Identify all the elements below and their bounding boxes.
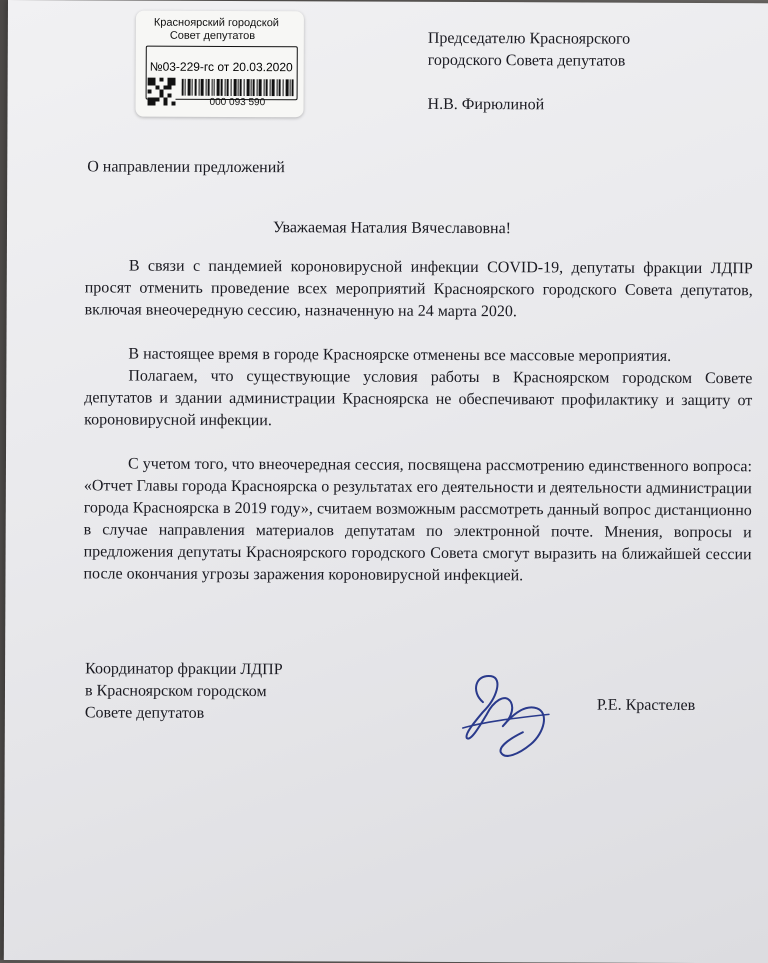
letter-body [83,255,752,588]
sticker-org-line1: Красноярский городской [153,16,280,30]
paragraph-covid-request: В связи с пандемией короновирусной инфекции COVID-19, депутаты фракции ЛДПР просят отменить проведение всех мероприятий Красноярского городского Совета депутатов, включая внеочередную сессию, назначенную на 24 марта 2020. [84,257,753,321]
paragraph-mass-events: В настоящее время в городе Красноярске отменены все массовые мероприятия. [128,345,672,365]
letter-subject: О направлении предложений [87,158,285,177]
signatory-title-line2: в Красноярском городском [84,682,267,701]
addressee-line2: городского Совета депутатов [427,51,626,70]
registration-number: №03-229-гс от 20.03.2020 [149,59,293,75]
signatory-title-line1: Координатор фракции ЛДПР [85,660,283,679]
sticker-org-line2: Совет депутатов [169,29,256,43]
salutation: Уважаемая Наталия Вячеславовна! [272,219,512,238]
paragraph-conditions: Полагаем, что существующие условия работы в Красноярском городском Совете депутатов и здании администрации Красноярска не обеспечивают профилактику и защиту от короновирусной инфекции. [84,367,753,430]
paragraph-session-proposal: С учетом того, что внеочередная сессия, посвящена рассмотрению единственного вопроса: «Отчет Главы города Красноярска о результатах его деятельности и деятельности администрации города Красноярска в 2019 году», считаем возможным рассмотреть данный вопрос дистанционно в случае направления материалов депутатам по электронной почте. Мнения, вопросы и предложения депутаты Красноярского городского Совета смогут выразить на ближайшей сессии после окончания угрозы заражения короновирусной инфекцией. [83,455,753,585]
registration-sticker [135,11,303,118]
signatory-name: Р.Е. Крастелев [596,696,696,715]
signatory-title-line3: Совете депутатов [84,704,205,722]
qr-code-icon [148,78,176,106]
addressee-name: Н.В. Фирюлиной [427,95,545,114]
signatory-title [85,658,283,725]
barcode-number: 000 093 590 [209,96,266,109]
addressee-line1: Председателю Красноярского [427,29,631,48]
handwritten-signature [453,662,563,766]
addressee-block [427,28,630,117]
barcode-icon [182,79,294,96]
letter-page [4,0,768,963]
